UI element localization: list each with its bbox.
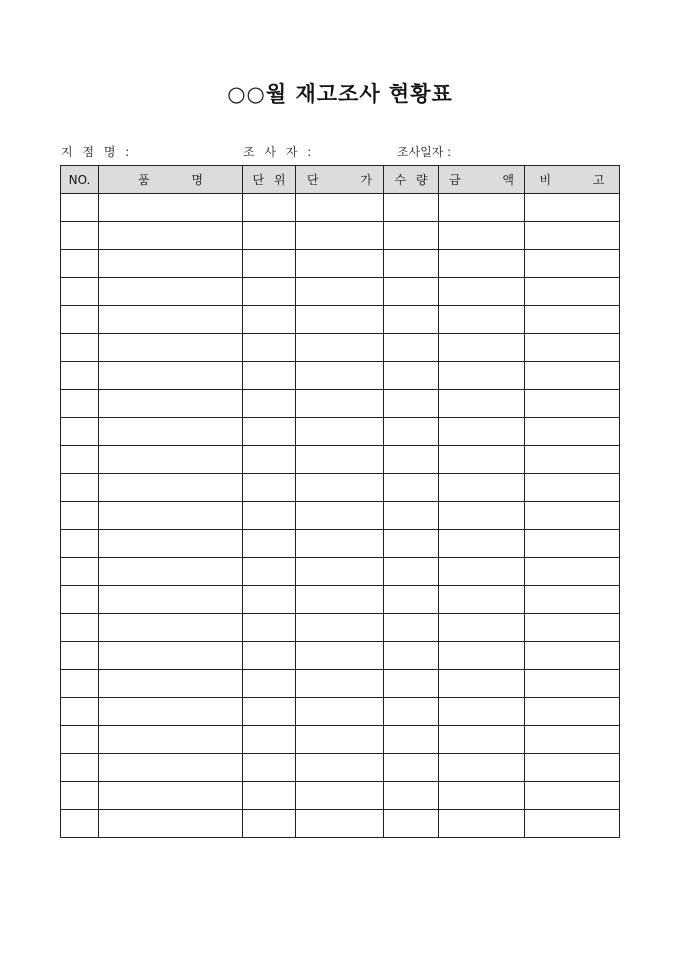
cell-unit [243,586,296,614]
cell-amount [439,782,525,810]
table-row [61,250,620,278]
cell-unit [243,530,296,558]
cell-item [99,250,243,278]
cell-remarks [525,782,620,810]
cell-unit [243,446,296,474]
cell-amount [439,390,525,418]
cell-amount [439,558,525,586]
cell-quantity [384,446,439,474]
cell-quantity [384,530,439,558]
cell-item [99,614,243,642]
cell-amount [439,810,525,838]
cell-unit_price [296,754,384,782]
inspector-label: 조 사 자 : [243,145,315,159]
table-row [61,222,620,250]
table-row [61,558,620,586]
cell-unit [243,222,296,250]
cell-remarks [525,390,620,418]
cell-quantity [384,754,439,782]
cell-no [61,530,99,558]
cell-amount [439,362,525,390]
cell-unit_price [296,726,384,754]
cell-item [99,362,243,390]
cell-unit_price [296,558,384,586]
cell-no [61,390,99,418]
cell-unit [243,754,296,782]
cell-remarks [525,586,620,614]
cell-amount [439,194,525,222]
cell-remarks [525,530,620,558]
cell-unit_price [296,278,384,306]
cell-no [61,222,99,250]
table-row [61,362,620,390]
cell-no [61,250,99,278]
cell-remarks [525,754,620,782]
cell-no [61,782,99,810]
cell-no [61,726,99,754]
cell-no [61,502,99,530]
cell-no [61,474,99,502]
cell-remarks [525,810,620,838]
cell-quantity [384,642,439,670]
cell-no [61,614,99,642]
cell-item [99,390,243,418]
cell-remarks [525,726,620,754]
cell-amount [439,222,525,250]
cell-item [99,558,243,586]
cell-quantity [384,586,439,614]
cell-item [99,642,243,670]
table-row [61,726,620,754]
cell-quantity [384,278,439,306]
cell-unit_price [296,502,384,530]
cell-amount [439,670,525,698]
table-row [61,586,620,614]
cell-no [61,698,99,726]
cell-remarks [525,474,620,502]
table-header-row [61,166,620,194]
cell-amount [439,614,525,642]
cell-remarks [525,558,620,586]
cell-unit [243,418,296,446]
cell-unit [243,670,296,698]
cell-unit_price [296,418,384,446]
cell-no [61,642,99,670]
cell-no [61,586,99,614]
table-row [61,334,620,362]
cell-unit [243,278,296,306]
cell-item [99,446,243,474]
cell-item [99,502,243,530]
cell-unit_price [296,586,384,614]
cell-quantity [384,502,439,530]
cell-quantity [384,782,439,810]
cell-remarks [525,642,620,670]
cell-quantity [384,418,439,446]
cell-unit [243,614,296,642]
cell-remarks [525,418,620,446]
cell-unit_price [296,306,384,334]
cell-amount [439,306,525,334]
cell-unit_price [296,194,384,222]
cell-quantity [384,250,439,278]
cell-no [61,418,99,446]
cell-amount [439,530,525,558]
cell-amount [439,334,525,362]
cell-unit_price [296,334,384,362]
cell-item [99,810,243,838]
cell-quantity [384,390,439,418]
cell-amount [439,474,525,502]
cell-unit_price [296,446,384,474]
cell-remarks [525,278,620,306]
cell-amount [439,418,525,446]
table-body [61,194,620,838]
cell-item [99,278,243,306]
header-item-name: 품 명 [99,166,243,194]
cell-unit_price [296,614,384,642]
cell-quantity [384,726,439,754]
cell-quantity [384,670,439,698]
cell-item [99,754,243,782]
header-no: NO. [61,166,99,194]
cell-unit [243,334,296,362]
cell-unit_price [296,530,384,558]
cell-unit [243,362,296,390]
cell-unit_price [296,670,384,698]
table-row [61,278,620,306]
cell-unit [243,558,296,586]
cell-item [99,474,243,502]
table-row [61,306,620,334]
inspection-date-label: 조사일자 : [397,145,452,159]
table-row [61,782,620,810]
inventory-table [60,165,620,838]
cell-unit_price [296,810,384,838]
cell-no [61,810,99,838]
cell-unit [243,474,296,502]
document-title: ○○월 재고조사 현황표 [227,81,453,106]
table-row [61,446,620,474]
cell-quantity [384,558,439,586]
cell-item [99,194,243,222]
cell-amount [439,726,525,754]
cell-remarks [525,698,620,726]
cell-no [61,278,99,306]
cell-unit [243,698,296,726]
cell-unit [243,782,296,810]
cell-item [99,222,243,250]
table-row [61,698,620,726]
cell-amount [439,502,525,530]
cell-quantity [384,698,439,726]
cell-unit [243,390,296,418]
cell-unit [243,642,296,670]
cell-no [61,194,99,222]
cell-item [99,782,243,810]
branch-name-label: 지 점 명 : [61,145,133,159]
header-amount: 금 액 [439,166,525,194]
cell-unit [243,250,296,278]
cell-unit_price [296,250,384,278]
cell-quantity [384,614,439,642]
table-row [61,642,620,670]
cell-unit [243,306,296,334]
cell-unit_price [296,362,384,390]
cell-unit_price [296,222,384,250]
cell-amount [439,698,525,726]
cell-remarks [525,614,620,642]
table-row [61,614,620,642]
cell-unit [243,194,296,222]
table-row [61,474,620,502]
cell-quantity [384,810,439,838]
cell-quantity [384,222,439,250]
table-row [61,418,620,446]
cell-amount [439,250,525,278]
cell-remarks [525,194,620,222]
cell-unit_price [296,782,384,810]
cell-item [99,530,243,558]
header-unit: 단 위 [243,166,296,194]
cell-unit_price [296,698,384,726]
cell-no [61,558,99,586]
table-row [61,670,620,698]
cell-amount [439,586,525,614]
cell-remarks [525,250,620,278]
header-quantity: 수 량 [384,166,439,194]
table-row [61,194,620,222]
cell-remarks [525,446,620,474]
cell-unit_price [296,642,384,670]
cell-quantity [384,334,439,362]
header-unit-price: 단 가 [296,166,384,194]
header-remarks: 비 고 [525,166,620,194]
cell-amount [439,754,525,782]
cell-remarks [525,502,620,530]
cell-item [99,418,243,446]
cell-quantity [384,362,439,390]
cell-remarks [525,362,620,390]
table-row [61,530,620,558]
cell-quantity [384,194,439,222]
cell-unit_price [296,474,384,502]
cell-remarks [525,306,620,334]
cell-remarks [525,334,620,362]
cell-no [61,362,99,390]
table-row [61,810,620,838]
cell-no [61,446,99,474]
table-row [61,754,620,782]
cell-item [99,306,243,334]
cell-no [61,670,99,698]
cell-amount [439,642,525,670]
table-row [61,390,620,418]
cell-item [99,670,243,698]
cell-item [99,726,243,754]
table-row [61,502,620,530]
cell-unit [243,810,296,838]
cell-remarks [525,222,620,250]
cell-item [99,586,243,614]
cell-amount [439,446,525,474]
cell-remarks [525,670,620,698]
cell-no [61,334,99,362]
cell-amount [439,278,525,306]
cell-no [61,306,99,334]
cell-item [99,334,243,362]
cell-quantity [384,306,439,334]
cell-item [99,698,243,726]
cell-unit [243,726,296,754]
cell-quantity [384,474,439,502]
cell-unit [243,502,296,530]
cell-no [61,754,99,782]
cell-unit_price [296,390,384,418]
